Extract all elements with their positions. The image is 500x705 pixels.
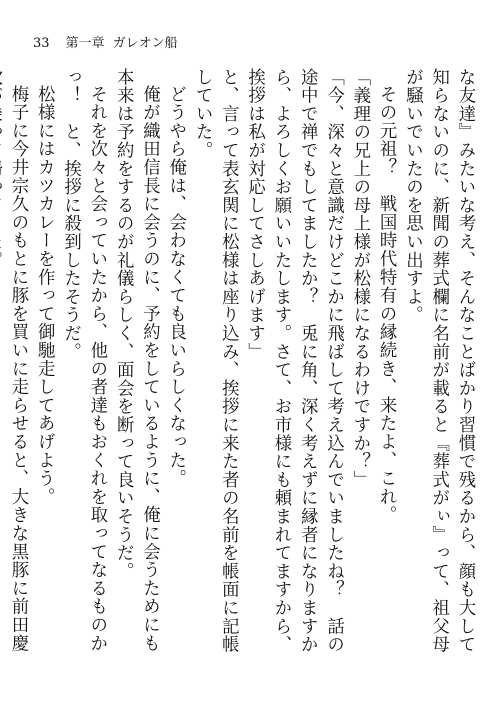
paragraph-1: な友達』みたいな考え、そんなことばかり習慣で残るから、顔も大して知らないのに、新聞の葬式欄に名前が載ると『葬式がぃ』って、祖父母が騒いでいたのを思い出すよ。: [402, 68, 475, 654]
paragraph-2: その元祖？ 戦国時代特有の縁続き、来たよ、これ。: [376, 85, 397, 525]
chapter-title: ガレオン船: [112, 36, 178, 51]
paragraph-7: 俺が織田信長に会うのに、予約をしているように、俺に会うためにも本来は予約をするのが礼儀らしく、面会を断って良いそうだ。: [113, 68, 160, 653]
paragraph-6: どうやら俺は、会わなくても良いらしくなった。: [165, 85, 186, 488]
paragraph-9: 松様にはカツカレーを作って御馳走してあげよう。: [34, 85, 55, 507]
paragraph-3: 「義理の兄上の母上様が松様になるわけですか？」: [349, 68, 370, 489]
running-header: [33, 36, 178, 52]
paragraph-8: それを次々と会っていたから、他の者達もおくれを取ってなるものかっ！ と、挨拶に殺到したそうだ。: [60, 68, 107, 653]
page-number: 33: [33, 36, 50, 51]
paragraph-4: 「今、深々と意識だけどこかに飛ばして考え込んでいましたね？ 話の途中で禅でもしてましたか？ 兎に角、深く考えずに縁者になりますから、よろしくお願いいたします。さて、お市様にも頼まれてますから、挨拶は私が対応してさしあげます」: [244, 68, 344, 654]
chapter-label: 第一章: [65, 36, 105, 51]
paragraph-5: と、言って表玄関に松様は座り込み、挨拶に来た者の名前を帳面に記帳していた。: [192, 68, 239, 654]
body-text: [7, 68, 478, 668]
paragraph-10: 梅子に今井宗久のもとに豚を買いに走らせると、大きな黒豚に前田慶: [7, 85, 28, 653]
